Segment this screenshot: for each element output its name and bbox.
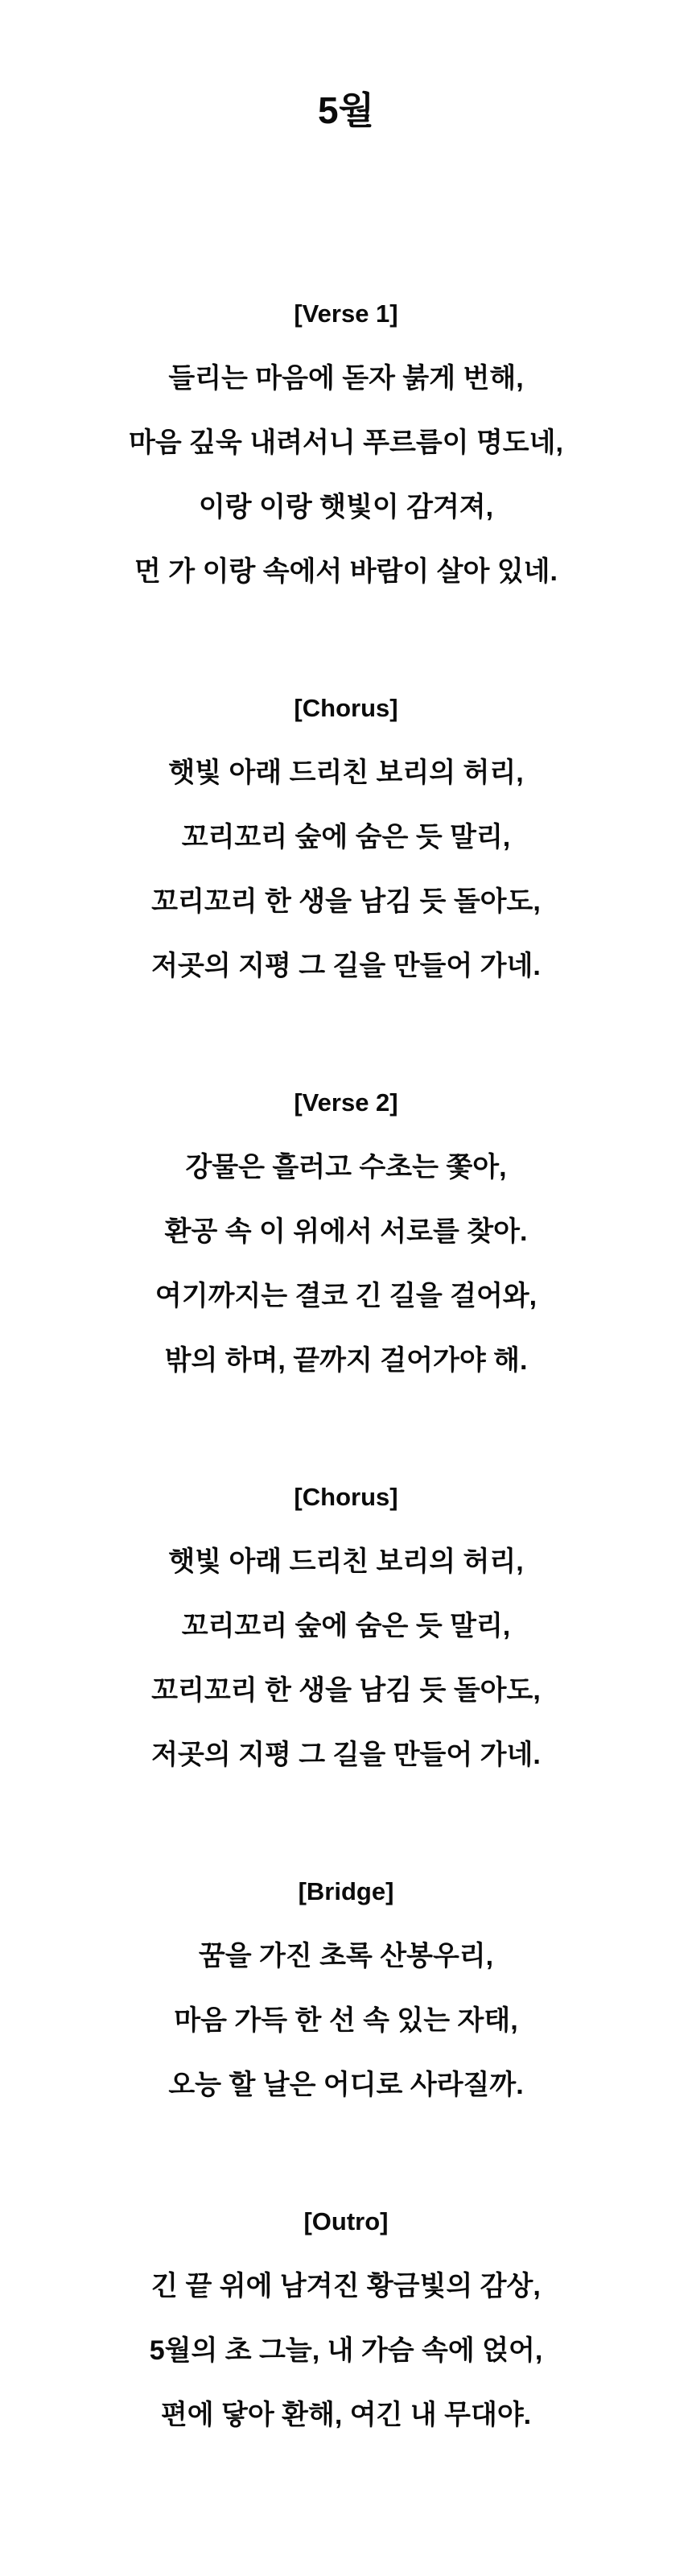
lyric-line: 강물은 흘러고 수초는 쫓아, <box>185 1152 507 1183</box>
section-chorus-1 <box>0 676 692 998</box>
lyric-line: 꼬리꼬리 한 생을 남김 듯 돌아도, <box>151 1675 541 1706</box>
lyric-line: 마음 가득 한 선 속 있는 자태, <box>174 2005 518 2036</box>
section-label: [Verse 1] <box>294 299 398 328</box>
section-label: [Bridge] <box>298 1877 394 1905</box>
song-title: 5월 <box>317 89 375 131</box>
lyric-line: 들리는 마음에 돋자 붉게 번해, <box>168 363 524 394</box>
section-outro <box>0 2190 692 2447</box>
lyric-line: 편에 닿아 환해, 여긴 내 무대야. <box>160 2400 532 2430</box>
lyric-line: 오능 할 날은 어디로 사라질까. <box>168 2070 524 2100</box>
lyric-line: 먼 가 이랑 속에서 바람이 살아 있네. <box>134 556 558 587</box>
lyric-line: 꼬리꼬리 숲에 숨은 듯 말리, <box>181 1611 511 1641</box>
lyric-line: 꼬리꼬리 숲에 숨은 듯 말리, <box>181 822 511 852</box>
lyric-line: 저곳의 지평 그 길을 만들어 가네. <box>151 951 541 981</box>
lyric-line: 환공 속 이 위에서 서로를 찾아. <box>164 1216 528 1247</box>
section-label: [Verse 2] <box>294 1088 398 1117</box>
lyric-line: 햇빛 아래 드리친 보리의 허리, <box>168 758 524 788</box>
section-bridge <box>0 1860 692 2117</box>
section-verse-2 <box>0 1071 692 1393</box>
lyric-line: 이랑 이랑 햇빛이 감겨져, <box>198 492 494 522</box>
lyric-line: 꿈을 가진 초록 산봉우리, <box>198 1941 494 1971</box>
lyric-line: 여기까지는 결코 긴 길을 걸어와, <box>154 1281 538 1311</box>
lyric-line: 긴 끝 위에 남겨진 황금빛의 감상, <box>151 2271 541 2301</box>
section-chorus-2 <box>0 1465 692 1787</box>
lyric-line: 5월의 초 그늘, 내 가슴 속에 얹어, <box>149 2335 543 2366</box>
lyric-line: 마음 깊욱 내려서니 푸르름이 명도네, <box>129 427 563 458</box>
lyric-line: 저곳의 지평 그 길을 만들어 가네. <box>151 1740 541 1770</box>
lyric-line: 햇빛 아래 드리친 보리의 허리, <box>168 1546 524 1577</box>
section-label: [Chorus] <box>294 1483 398 1511</box>
section-label: [Outro] <box>303 2207 389 2235</box>
lyric-line: 꼬리꼬리 한 생을 남김 듯 돌아도, <box>151 886 541 917</box>
section-label: [Chorus] <box>294 694 398 722</box>
section-verse-1 <box>0 282 692 604</box>
lyric-line: 밖의 하며, 끝까지 걸어가야 해. <box>164 1345 528 1376</box>
